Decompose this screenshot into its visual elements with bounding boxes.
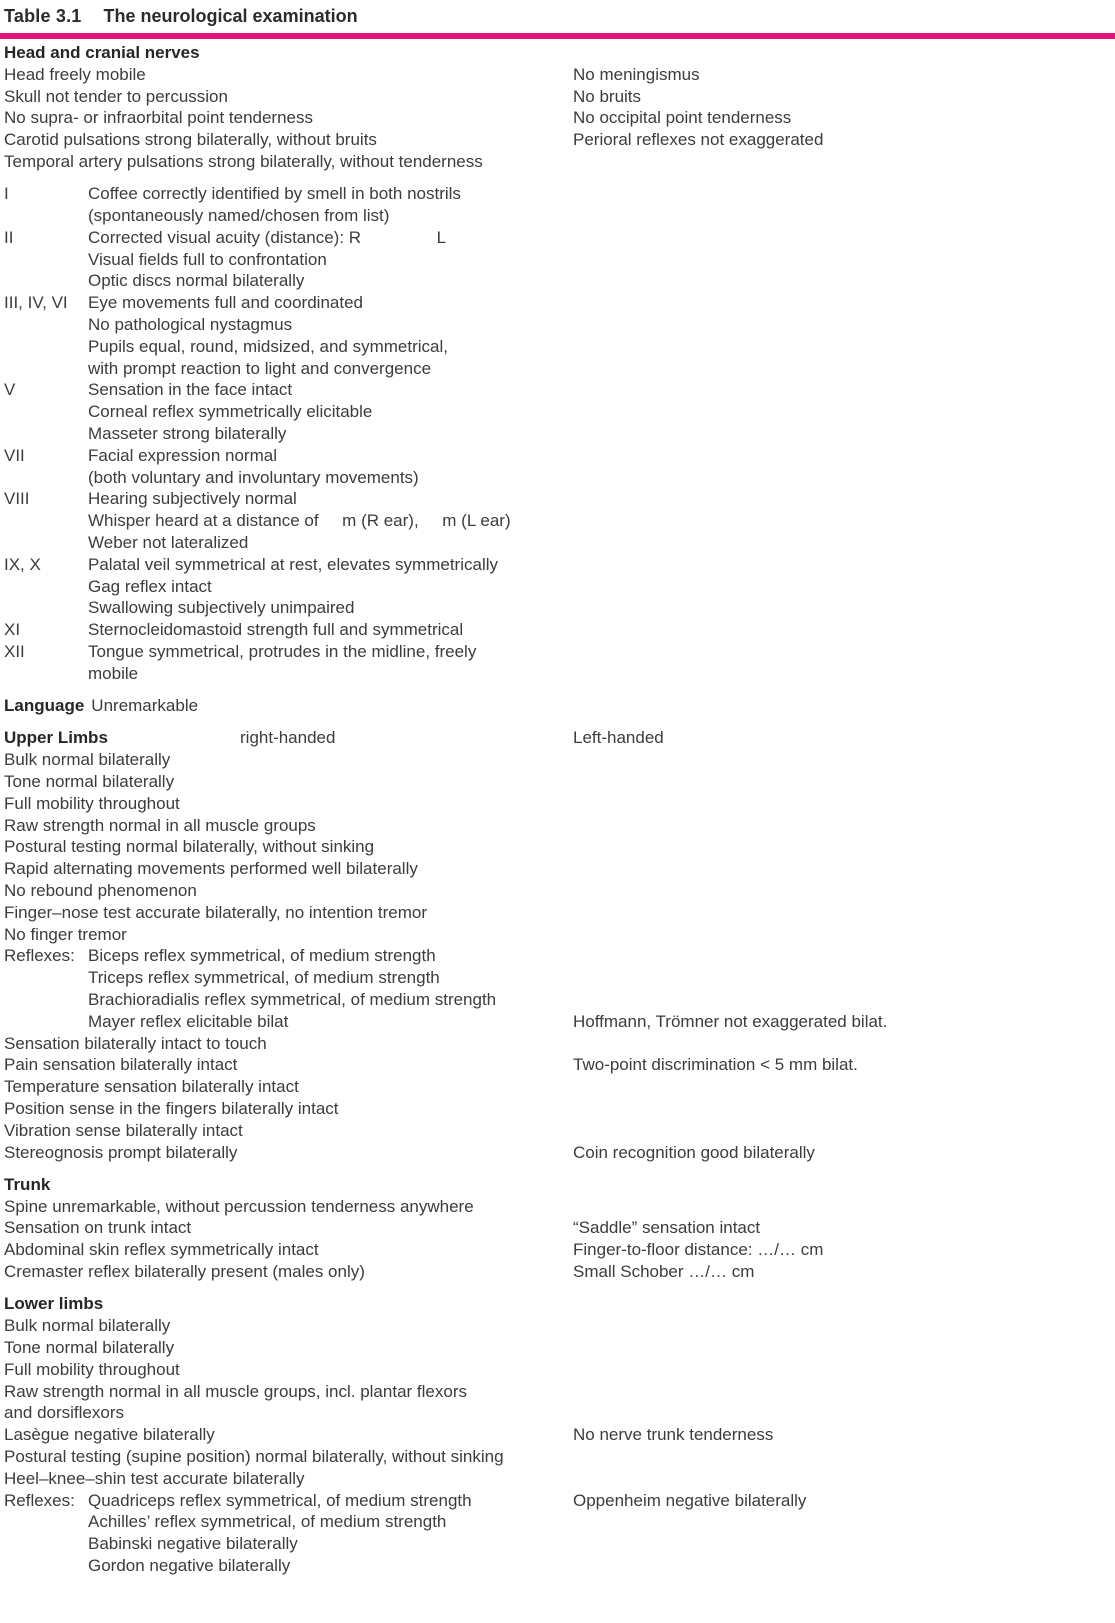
row-left-text: Tone normal bilaterally	[4, 772, 175, 791]
row-left-text: Cremaster reflex bilaterally present (males only)	[4, 1262, 365, 1282]
table-row	[0, 836, 1115, 858]
row-left-text: mobile	[88, 663, 139, 683]
row-left-text: Abdominal skin reflex symmetrically intact	[4, 1240, 319, 1260]
nerve-label: I	[4, 184, 9, 204]
row-left-text: Raw strength normal in all muscle groups	[4, 815, 316, 835]
row-left-text: Full mobility throughout	[4, 1359, 180, 1379]
table-row	[0, 771, 1115, 793]
table-row	[0, 423, 1115, 445]
table-row	[0, 1033, 1115, 1055]
heading-mid-text: right-handed	[240, 728, 336, 748]
table-row	[0, 401, 1115, 423]
table-row	[0, 1555, 1115, 1577]
table-row	[0, 532, 1115, 554]
row-left-text: Brachioradialis reflex symmetrical, of medium strength	[88, 989, 497, 1009]
row-right-text: “Saddle” sensation intact	[573, 1218, 761, 1238]
row-left-text: No pathological nystagmus	[88, 315, 293, 335]
table-row	[0, 749, 1115, 771]
table-row	[0, 619, 1115, 641]
table-row	[0, 858, 1115, 880]
table-row	[0, 249, 1115, 271]
row-left-text: Whisper heard at a distance of m (R ear), m (L ear)	[88, 511, 511, 531]
table-row	[0, 270, 1115, 292]
table-row	[0, 1468, 1115, 1490]
row-left-text: Raw strength normal in all muscle groups, incl. plantar flexors	[4, 1381, 467, 1401]
table-row	[0, 793, 1115, 815]
section-cranial-nerves	[0, 183, 1115, 684]
row-left-text: and dorsiflexors	[4, 1403, 125, 1423]
table-row	[0, 1315, 1115, 1337]
nerve-label: XII	[4, 642, 25, 662]
table-row	[0, 1337, 1115, 1359]
table-row	[0, 445, 1115, 467]
row-left-text: Stereognosis prompt bilaterally	[4, 1142, 238, 1162]
row-left-text: Facial expression normal	[88, 445, 277, 465]
row-left-text: Spine unremarkable, without percussion tenderness anywhere	[4, 1196, 474, 1216]
nerve-label: VIII	[4, 489, 30, 509]
row-left-text: Postural testing normal bilaterally, without sinking	[4, 837, 375, 857]
row-left-text: Lasègue negative bilaterally	[4, 1425, 215, 1445]
row-left-text: Unremarkable	[91, 696, 199, 716]
table-title: The neurological examination	[103, 6, 358, 26]
table-row	[0, 597, 1115, 619]
section-upper-limbs	[0, 727, 1115, 1163]
table-row	[0, 641, 1115, 663]
row-left-text: Achilles’ reflex symmetrical, of medium strength	[88, 1512, 447, 1532]
table-row	[0, 1011, 1115, 1033]
row-left-text: Sensation in the face intact	[88, 380, 293, 400]
section-language	[0, 695, 1115, 717]
row-left-text: Weber not lateralized	[88, 533, 249, 553]
table-row	[0, 467, 1115, 489]
section-heading-row	[0, 1174, 1115, 1196]
table-row	[0, 86, 1115, 108]
row-left-text: Optic discs normal bilaterally	[88, 271, 305, 291]
row-left-text: Masseter strong bilaterally	[88, 424, 287, 444]
table-row	[0, 902, 1115, 924]
row-left-text: Postural testing (supine position) normal bilaterally, without sinking	[4, 1446, 504, 1466]
table-row	[0, 1424, 1115, 1446]
nerve-label: VII	[4, 445, 25, 465]
row-right-text: Small Schober …/… cm	[573, 1262, 755, 1282]
row-right-text: Two-point discrimination < 5 mm bilat.	[573, 1055, 858, 1075]
heading-right-text: Left-handed	[573, 728, 664, 748]
row-left-text: Vibration sense bilaterally intact	[4, 1120, 243, 1140]
table-row	[0, 695, 1115, 717]
section-heading: Trunk	[4, 1174, 51, 1194]
table-row	[0, 1196, 1115, 1218]
row-left-text: Quadriceps reflex symmetrical, of medium strength	[88, 1490, 472, 1510]
row-left-text: with prompt reaction to light and convergence	[88, 358, 432, 378]
row-left-text: Coffee correctly identified by smell in both nostrils	[88, 184, 461, 204]
row-left-text: Finger–nose test accurate bilaterally, no intention tremor	[4, 902, 428, 922]
table-row	[0, 1511, 1115, 1533]
section-heading: Upper Limbs	[4, 728, 108, 748]
row-left-text: Temporal artery pulsations strong bilaterally, without tenderness	[4, 151, 483, 171]
row-label: Reflexes:	[4, 1490, 75, 1510]
table-row	[0, 379, 1115, 401]
row-left-text: Tongue symmetrical, protrudes in the midline, freely	[88, 642, 477, 662]
row-left-text: Head freely mobile	[4, 64, 146, 84]
row-left-text: Visual fields full to confrontation	[88, 249, 327, 269]
row-left-text: (both voluntary and involuntary movements)	[88, 467, 419, 487]
table-row	[0, 64, 1115, 86]
row-left-text: Gag reflex intact	[88, 576, 212, 596]
row-right-text: Hoffmann, Trömner not exaggerated bilat.	[573, 1011, 888, 1031]
row-label: Reflexes:	[4, 946, 75, 966]
table-row	[0, 1054, 1115, 1076]
row-right-text: No meningismus	[573, 64, 700, 84]
table-row	[0, 554, 1115, 576]
row-right-text: No nerve trunk tenderness	[573, 1425, 774, 1445]
table-row	[0, 1402, 1115, 1424]
table-row	[0, 129, 1115, 151]
row-left-text: Sensation on trunk intact	[4, 1218, 192, 1238]
nerve-label: III, IV, VI	[4, 293, 68, 313]
table-row	[0, 107, 1115, 129]
table-row	[0, 1490, 1115, 1512]
table-row	[0, 1217, 1115, 1239]
row-right-text: Perioral reflexes not exaggerated	[573, 130, 824, 150]
row-left-text: No rebound phenomenon	[4, 880, 197, 900]
row-left-text: Full mobility throughout	[4, 793, 180, 813]
section-heading-row	[0, 727, 1115, 749]
table-row	[0, 227, 1115, 249]
row-left-text: Heel–knee–shin test accurate bilaterally	[4, 1468, 305, 1488]
row-left-text: No supra- or infraorbital point tenderness	[4, 108, 313, 128]
row-left-text: Pupils equal, round, midsized, and symmetrical,	[88, 336, 448, 356]
table-row	[0, 314, 1115, 336]
row-right-text: Coin recognition good bilaterally	[573, 1142, 815, 1162]
table-row	[0, 924, 1115, 946]
nerve-label: IX, X	[4, 554, 41, 574]
table-row	[0, 815, 1115, 837]
row-left-text: Eye movements full and coordinated	[88, 293, 363, 313]
row-left-text: Position sense in the fingers bilaterally intact	[4, 1098, 339, 1118]
row-left-text: Carotid pulsations strong bilaterally, without bruits	[4, 130, 377, 150]
row-left-text: Skull not tender to percussion	[4, 86, 228, 106]
table-row	[0, 663, 1115, 685]
table-caption	[0, 3, 1115, 30]
table-row	[0, 1120, 1115, 1142]
table-row	[0, 1076, 1115, 1098]
table-row	[0, 1261, 1115, 1283]
table-body	[0, 39, 1115, 1577]
table-row	[0, 1142, 1115, 1164]
row-left-text: Triceps reflex symmetrical, of medium strength	[88, 968, 440, 988]
row-left-text: Biceps reflex symmetrical, of medium strength	[88, 946, 436, 966]
section-head-and-cranial-nerves	[0, 42, 1115, 173]
table-row	[0, 1381, 1115, 1403]
nerve-label: XI	[4, 620, 21, 640]
row-left-text: Gordon negative bilaterally	[88, 1555, 291, 1575]
row-left-text: Corrected visual acuity (distance): R L	[88, 227, 447, 247]
section-heading-row	[0, 42, 1115, 64]
row-left-text: (spontaneously named/chosen from list)	[88, 206, 390, 226]
section-heading-row	[0, 1293, 1115, 1315]
table-row	[0, 967, 1115, 989]
row-left-text: Swallowing subjectively unimpaired	[88, 598, 355, 618]
table-row	[0, 510, 1115, 532]
section-heading: Lower limbs	[4, 1294, 104, 1314]
row-left-text: Palatal veil symmetrical at rest, elevates symmetrically	[88, 554, 499, 574]
nerve-label: II	[4, 227, 14, 247]
row-left-text: Sternocleidomastoid strength full and symmetrical	[88, 620, 464, 640]
table-row	[0, 880, 1115, 902]
row-left-text: Bulk normal bilaterally	[4, 750, 171, 770]
table-row	[0, 1098, 1115, 1120]
table-row	[0, 183, 1115, 205]
section-lower-limbs	[0, 1293, 1115, 1576]
inline-bold-label: Language	[4, 696, 85, 716]
table-row	[0, 1533, 1115, 1555]
row-right-text: No occipital point tenderness	[573, 108, 792, 128]
row-left-text: Tone normal bilaterally	[4, 1337, 175, 1357]
table-row	[0, 1239, 1115, 1261]
table-row	[0, 576, 1115, 598]
row-left-text: Mayer reflex elicitable bilat	[88, 1011, 289, 1031]
row-left-text: Babinski negative bilaterally	[88, 1534, 298, 1554]
table-row	[0, 292, 1115, 314]
nerve-label: V	[4, 380, 16, 400]
table-row	[0, 151, 1115, 173]
section-heading: Head and cranial nerves	[4, 43, 200, 62]
row-right-text: Finger-to-floor distance: …/… cm	[573, 1240, 824, 1260]
table-row	[0, 1446, 1115, 1468]
row-left-text: Hearing subjectively normal	[88, 489, 297, 509]
row-left-text: Temperature sensation bilaterally intact	[4, 1077, 299, 1097]
row-left-text: Corneal reflex symmetrically elicitable	[88, 402, 373, 422]
row-left-text: Pain sensation bilaterally intact	[4, 1055, 238, 1075]
row-left-text: Rapid alternating movements performed well bilaterally	[4, 859, 418, 879]
row-left-text: Bulk normal bilaterally	[4, 1316, 171, 1336]
row-right-text: No bruits	[573, 86, 642, 106]
row-right-text: Oppenheim negative bilaterally	[573, 1490, 807, 1510]
table-number: Table 3.1	[4, 6, 82, 26]
table-row	[0, 945, 1115, 967]
table-row	[0, 1359, 1115, 1381]
section-trunk	[0, 1174, 1115, 1283]
table-row	[0, 336, 1115, 358]
table-row	[0, 488, 1115, 510]
table-row	[0, 989, 1115, 1011]
table-row	[0, 358, 1115, 380]
table-row	[0, 205, 1115, 227]
row-left-text: No finger tremor	[4, 924, 127, 944]
row-left-text: Sensation bilaterally intact to touch	[4, 1033, 267, 1053]
